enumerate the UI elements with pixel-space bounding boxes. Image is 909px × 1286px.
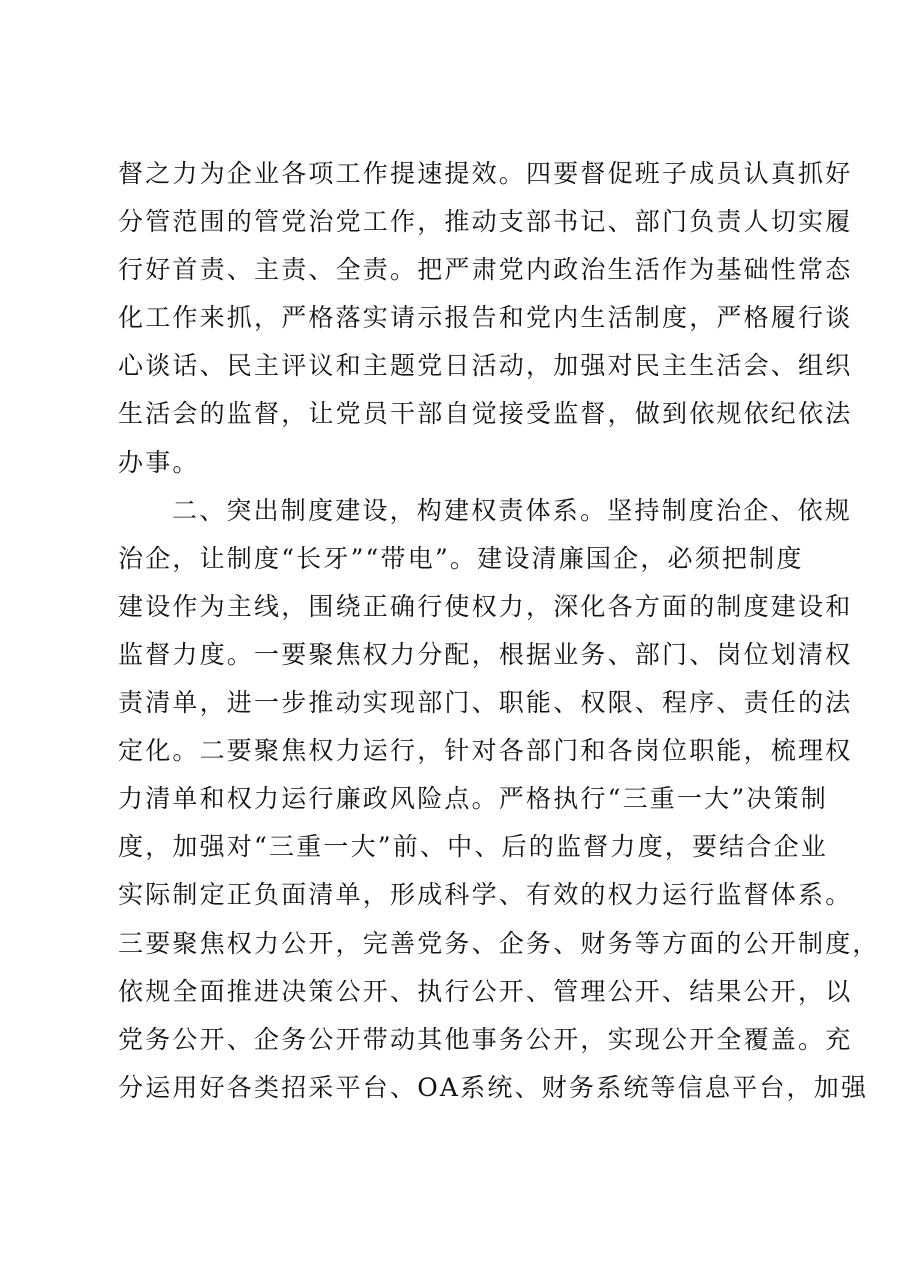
paragraph-2-line-1: 二、突出制度建设，构建权责体系。坚持制度治企、依规 xyxy=(172,495,853,525)
paragraph-2-line-12: 党务公开、企务公开带动其他事务公开，实现公开全覆盖。充 xyxy=(118,1024,853,1054)
paragraph-2-line-10: 三要聚焦权力公开，完善党务、企务、财务等方面的公开制度， xyxy=(118,928,880,958)
paragraph-2-line-3: 建设作为主线，围绕正确行使权力，深化各方面的制度建设和 xyxy=(118,591,853,621)
paragraph-2-line-13: 分运用好各类招采平台、OA系统、财务系统等信息平台，加强 xyxy=(118,1072,869,1102)
paragraph-1-line-6: 生活会的监督，让党员干部自觉接受监督，做到依规依纪依法 xyxy=(118,399,853,429)
document-body xyxy=(118,150,880,1112)
paragraph-2-line-8: 度，加强对“三重一大”前、中、后的监督力度，要结合企业 xyxy=(118,832,828,862)
paragraph-1-line-5: 心谈话、民主评议和主题党日活动，加强对民主生活会、组织 xyxy=(118,351,853,381)
paragraph-2-line-9: 实际制定正负面清单，形成科学、有效的权力运行监督体系。 xyxy=(118,880,853,910)
paragraph-1-line-3: 行好首责、主责、全责。把严肃党内政治生活作为基础性常态 xyxy=(118,255,853,285)
paragraph-1-line-7: 办事。 xyxy=(118,447,200,477)
paragraph-2-line-11: 依规全面推进决策公开、执行公开、管理公开、结果公开，以 xyxy=(118,976,853,1006)
paragraph-2-line-2: 治企，让制度“长牙”“带电”。建设清廉国企，必须把制度 xyxy=(118,543,804,573)
paragraph-1-line-4: 化工作来抓，严格落实请示报告和党内生活制度，严格履行谈 xyxy=(118,303,853,333)
paragraph-2-line-5: 责清单，进一步推动实现部门、职能、权限、程序、责任的法 xyxy=(118,688,853,718)
paragraph-1-line-2: 分管范围的管党治党工作，推动支部书记、部门负责人切实履 xyxy=(118,207,853,237)
paragraph-1-line-1: 督之力为企业各项工作提速提效。四要督促班子成员认真抓好 xyxy=(118,159,853,188)
paragraph-2-line-7: 力清单和权力运行廉政风险点。严格执行“三重一大”决策制 xyxy=(118,784,828,814)
paragraph-2-line-6: 定化。二要聚焦权力运行，针对各部门和各岗位职能，梳理权 xyxy=(118,736,853,766)
paragraph-2-line-4: 监督力度。一要聚焦权力分配，根据业务、部门、岗位划清权 xyxy=(118,639,853,669)
